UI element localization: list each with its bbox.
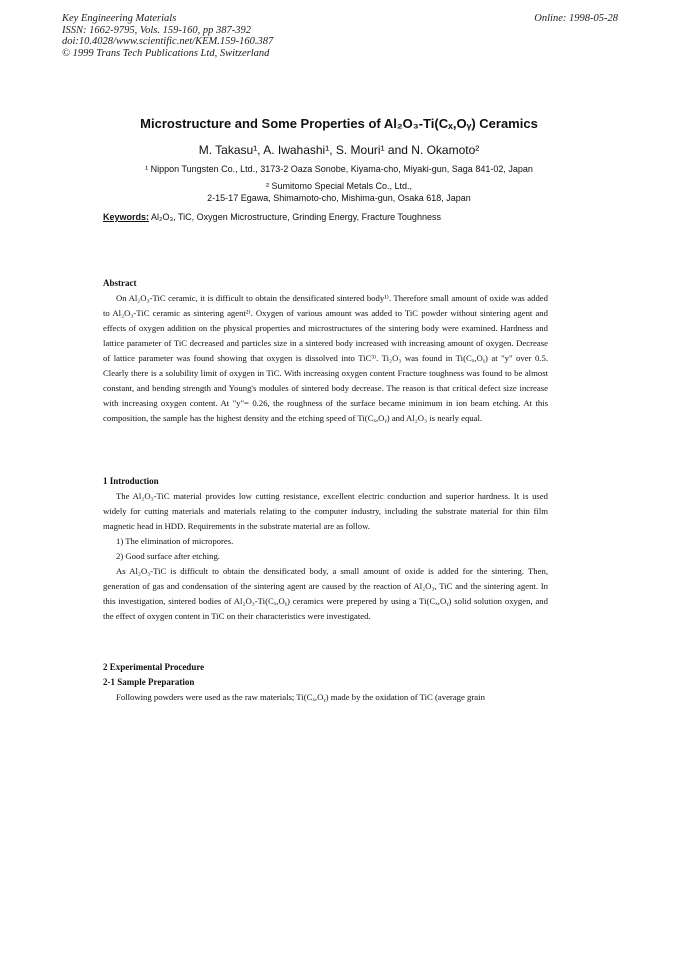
abstract-section	[103, 276, 548, 426]
introduction-section	[103, 474, 548, 624]
requirement-item-1: 1) The elimination of micropores.	[116, 536, 234, 546]
journal-name: Key Engineering Materials	[62, 13, 177, 24]
issn-line: ISSN: 1662-9795, Vols. 159-160, pp 387-392	[62, 24, 251, 36]
affiliation-1: ¹ Nippon Tungsten Co., Ltd., 3173-2 Oaza Sonobe, Kiyama-cho, Miyaki-gun, Saga 841-02, Japan	[145, 164, 533, 174]
keywords-label: Keywords:	[103, 212, 150, 222]
experimental-paragraph-1: Following powders were used as the raw materials; Ti(Cₓ,Oᵧ) made by the oxidation of TiC (average grain	[116, 692, 485, 702]
sample-preparation-subheading: 2-1 Sample Preparation	[103, 677, 195, 687]
affiliation-2: ² Sumitomo Special Metals Co., Ltd.,	[265, 181, 413, 191]
requirement-item-2: 2) Good surface after etching.	[116, 551, 220, 561]
copyright-line: © 1999 Trans Tech Publications Ltd, Switzerland	[62, 47, 270, 59]
online-date: Online: 1998-05-28	[534, 13, 618, 24]
experimental-heading: 2 Experimental Procedure	[103, 662, 205, 672]
experimental-section	[103, 660, 548, 705]
running-header	[62, 13, 618, 59]
introduction-heading: 1 Introduction	[103, 476, 159, 486]
keywords	[103, 212, 603, 222]
author-list: M. Takasu¹, A. Iwahashi¹, S. Mouri¹ and N. Okamoto²	[198, 143, 480, 157]
abstract-heading: Abstract	[103, 278, 137, 288]
paper-title: Microstructure and Some Properties of Al₂O₃-Ti(Cₓ,Oᵧ) Ceramics	[140, 116, 538, 131]
affiliation-2-address: 2-15-17 Egawa, Shimamoto-cho, Mishima-gun, Osaka 618, Japan	[207, 193, 471, 203]
abstract-text: On Al₂O₃-TiC ceramic, it is difficult to obtain the densificated sintered body¹⁾. Therefore small amount of oxide was added to Al₂O₃-TiC ceramic as sintering agent²⁾. Oxygen of various amount was added to TiC powder without sintering agent and effects of oxygen addition on the physical properties and microstructures of the sintering body were examined. Hardness and lattice parameter of TiC decreased and particles size in a sintered body increased with increasing amount of oxygen. Decrease of lattice parameter was found showing that oxygen is dissolved into TiC³⁾. Ti₂O₃ was found in Ti(Cₓ,Oᵧ) at "y" over 0.5. Clearly there is a solubility limit of oxygen in TiC. With increasing oxygen content Fracture toughness was found to be almost constant, and bending strength and Young's modules of sintered body decrease. The reason is that critical defect size increase with increasing oxygen content. At "y"= 0.26, the roughness of the surface became minimum in ion beam etching. At this composition, the sample has the highest density and the etching speed of Ti(Cₓ,Oᵧ) and Al₂O₃ is nearly equal.	[103, 293, 548, 423]
introduction-paragraph-1: The Al₂O₃-TiC material provides low cutting resistance, excellent electric conduction and superior hardness. It is used widely for cutting materials and materials relating to the computer industry, including the substrate material for thin film magnetic head in HDD. Requirements in the substrate material are as follow.	[103, 491, 548, 531]
keywords-text: Al₂O₃, TiC, Oxygen Microstructure, Grinding Energy, Fracture Toughness	[149, 212, 441, 222]
doi-line: doi:10.4028/www.scientific.net/KEM.159-160.387	[62, 36, 274, 47]
introduction-paragraph-2: As Al₂O₃-TiC is difficult to obtain the densificated body, a small amount of oxide is added for the sintering. Then, generation of gas and condensation of the sintering agent are caused by the reaction of Al₂O₃, TiC and the sintering agent. In this investigation, sintered bodies of Al₂O₃-Ti(Cₓ,Oᵧ) ceramics were prepered by using a Ti(Cₓ,Oᵧ) solid solution oxygen, and the effect of oxygen content in TiC on their characteristics were investigated.	[103, 566, 548, 621]
